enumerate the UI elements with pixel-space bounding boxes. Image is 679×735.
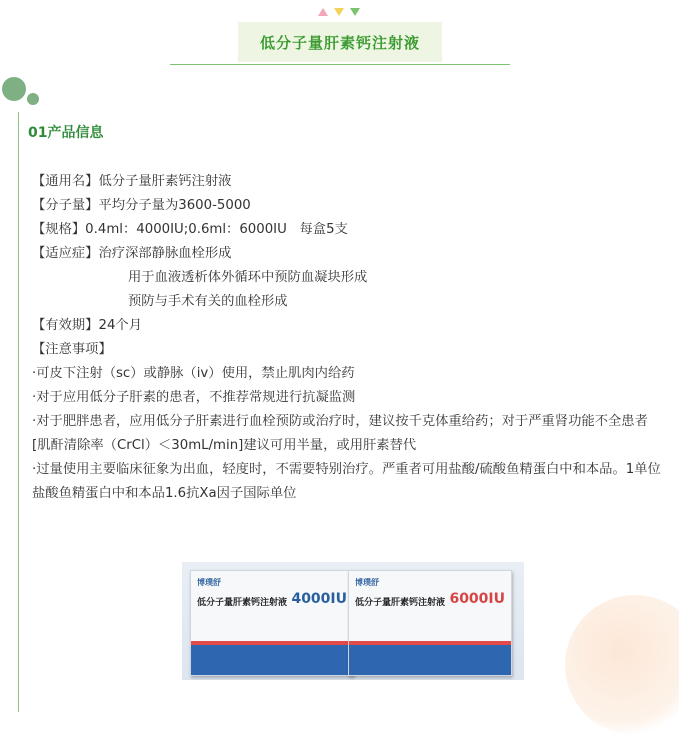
section-heading: 01产品信息 — [28, 125, 104, 141]
product-box-6000 — [348, 570, 512, 676]
title-underline — [170, 64, 510, 65]
page-title: 低分子量肝素钙注射液 — [238, 22, 442, 62]
box1-blue-band — [191, 645, 353, 675]
indication-line-3: 预防与手术有关的血栓形成 — [128, 294, 288, 309]
box1-name: 低分子量肝素钙注射液 — [197, 598, 288, 608]
decorative-circle-large — [2, 77, 26, 101]
product-info-body — [32, 170, 662, 506]
generic-name-line: 【通用名】低分子量肝素钙注射液 — [32, 174, 232, 189]
note-item-1: ·可皮下注射（sc）或静脉（iv）使用，禁止肌肉内给药 — [32, 366, 355, 381]
note-item-4: ·过量使用主要临床征象为出血，轻度时，不需要特别治疗。严重者可用盐酸/硫酸鱼精蛋白中和本品。1单位盐酸鱼精蛋白中和本品1.6抗Ⅹa因子国际单位 — [32, 462, 661, 501]
notes-heading: 【注意事项】 — [32, 342, 112, 357]
specification-line: 【规格】0.4ml：4000IU;0.6ml：6000IU 每盒5支 — [32, 222, 348, 237]
product-box-4000 — [190, 570, 354, 676]
yellow-triangle-decoration — [334, 8, 344, 16]
molecular-weight-line: 【分子量】平均分子量为3600-5000 — [32, 198, 251, 213]
indication-line-2: 用于血液透析体外循环中预防血凝块形成 — [128, 270, 368, 285]
box2-dose: 6000IU — [449, 591, 505, 607]
green-triangle-decoration — [350, 8, 360, 16]
decorative-circle-small — [27, 93, 39, 105]
pink-triangle-decoration — [318, 8, 328, 16]
decorative-peach-circle — [565, 595, 679, 735]
box2-blue-band — [349, 645, 511, 675]
box1-dose: 4000IU — [291, 591, 347, 607]
indication-line-1: 【适应症】治疗深部静脉血栓形成 — [32, 246, 232, 261]
box2-brand: 博璞舒 — [355, 578, 379, 587]
left-vertical-line — [18, 112, 19, 712]
box2-name: 低分子量肝素钙注射液 — [355, 598, 446, 608]
note-item-2: ·对于应用低分子肝素的患者，不推荐常规进行抗凝监测 — [32, 390, 356, 405]
validity-line: 【有效期】24个月 — [32, 318, 142, 333]
product-photo — [182, 562, 524, 680]
box1-brand: 博璞舒 — [197, 578, 221, 587]
note-item-3: ·对于肥胖患者，应用低分子肝素进行血栓预防或治疗时，建议按千克体重给药；对于严重肾功能不全患者[肌酐清除率（CrCl）＜30mL/min]建议可用半量，或用肝素替代 — [32, 414, 648, 453]
